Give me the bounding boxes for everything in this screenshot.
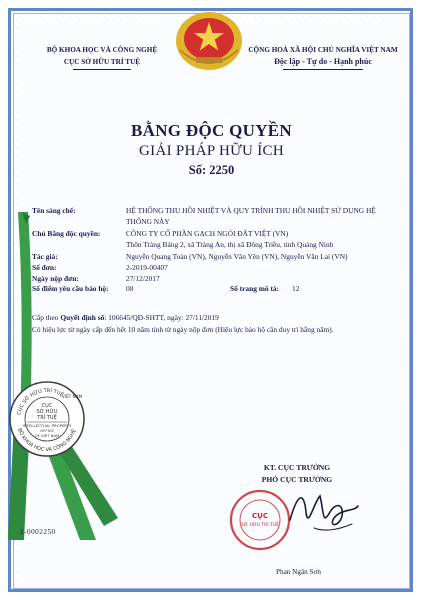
- field-label: Số trang mô tả:: [230, 284, 280, 294]
- certificate-subtitle: GIẢI PHÁP HỮU ÍCH: [139, 143, 284, 159]
- ip-office-seal-icon: [8, 380, 86, 458]
- field-value: 2-2019-00407: [126, 262, 168, 272]
- field-value: Thôn Tràng Bảng 2, xã Tràng An, thị xã Đông Triều, tỉnh Quảng Ninh: [126, 239, 334, 249]
- national-emblem-icon: [174, 10, 244, 72]
- field-value: 12: [292, 284, 300, 294]
- certificate-fields: [32, 206, 387, 295]
- field-label: Số điểm yêu cầu bảo hộ:: [32, 284, 109, 294]
- national-motto: Độc lập - Tự do - Hạnh phúc: [274, 57, 372, 66]
- decision-prefix: Cấp theo: [32, 313, 59, 322]
- certificate-decision: [32, 312, 392, 336]
- red-seal-line-2: SỞ HỮU TRÍ TUỆ: [241, 523, 279, 528]
- serial-number: 2-0002250: [20, 528, 56, 536]
- decision-line: [32, 312, 392, 324]
- seal-bottom-arc-text: BỘ KHOA HỌC VÀ CÔNG NGHỆ: [16, 427, 78, 454]
- official-red-seal-icon: [228, 488, 292, 552]
- office-name: CỤC SỞ HỮU TRÍ TUỆ: [63, 58, 141, 66]
- seal-center-line-2: SỞ HỮU: [36, 409, 58, 415]
- field-label: Tác giả:: [32, 252, 58, 262]
- field-application-number: [32, 263, 387, 274]
- decision-value: : 106645/QĐ-SHTT, ngày: 27/11/2019: [104, 313, 219, 322]
- ministry-name: BỘ KHOA HỌC VÀ CÔNG NGHỆ: [46, 46, 158, 54]
- field-authors: [32, 252, 387, 263]
- field-label: Số đơn:: [32, 262, 57, 272]
- validity-line: Có hiệu lực từ ngày cấp đến hết 10 năm tính từ ngày nộp đơn (Hiệu lực bảo hộ cần duy trì hằng năm).: [32, 325, 334, 334]
- signer-name: Phan Ngân Sơn: [276, 568, 321, 576]
- header-right-underline: [283, 69, 363, 70]
- signer-role-2: PHÓ CỤC TRƯỞNG: [261, 475, 333, 484]
- seal-english-line-1: INTELLECTUAL PROPERTY: [22, 423, 72, 428]
- field-owner: [32, 229, 387, 240]
- seal-english-line-2: OFFICE: [40, 428, 54, 433]
- seal-center-line-3: TRÍ TUỆ: [37, 415, 57, 421]
- seal-center-line-1: CỤC: [41, 403, 53, 409]
- field-value: CÔNG TY CỔ PHẦN GẠCH NGÓI ĐẤT VIỆT (VN): [126, 229, 289, 239]
- country-name: CỘNG HOÀ XÃ HỘI CHỦ NGHĨA VIỆT NAM: [248, 46, 398, 54]
- field-value: Nguyễn Quang Toàn (VN), Nguyễn Văn Yên (VN), Nguyễn Văn Lai (VN): [126, 252, 348, 262]
- field-value: HỆ THỐNG THU HỒI NHIỆT VÀ QUY TRÌNH THU HỒI NHIỆT SỬ DỤNG HỆ THỐNG NÀY: [126, 206, 376, 226]
- header-left-underline: [73, 69, 131, 70]
- seal-english-line-3: OF VIET NAM: [34, 433, 60, 438]
- field-claims-pages: [32, 284, 387, 295]
- field-invention-name: [32, 206, 387, 227]
- certificate-number: Số: 2250: [188, 163, 235, 177]
- field-filing-date: [32, 274, 387, 285]
- header-right: [238, 44, 408, 70]
- field-value: 27/12/2017: [126, 273, 160, 283]
- field-owner-address: [32, 240, 387, 251]
- signer-role-1: KT. CỤC TRƯỞNG: [263, 463, 331, 472]
- header-left: [22, 44, 182, 70]
- field-label: Tên sáng chế:: [32, 206, 76, 215]
- field-label: Chủ Bằng độc quyền:: [32, 229, 101, 239]
- field-label: Ngày nộp đơn:: [32, 273, 79, 283]
- seal-side-text: VIỆT NAM: [61, 394, 83, 399]
- seal-top-arc-text: CỤC SỞ HỮU TRÍ TUỆ: [16, 387, 65, 416]
- handwritten-signature: [284, 482, 364, 542]
- field-value: 08: [126, 284, 134, 294]
- red-seal-line-1: CỤC: [252, 512, 268, 520]
- decision-label: Quyết định số: [60, 313, 105, 322]
- certificate-title: BẰNG ĐỘC QUYỀN: [131, 121, 292, 140]
